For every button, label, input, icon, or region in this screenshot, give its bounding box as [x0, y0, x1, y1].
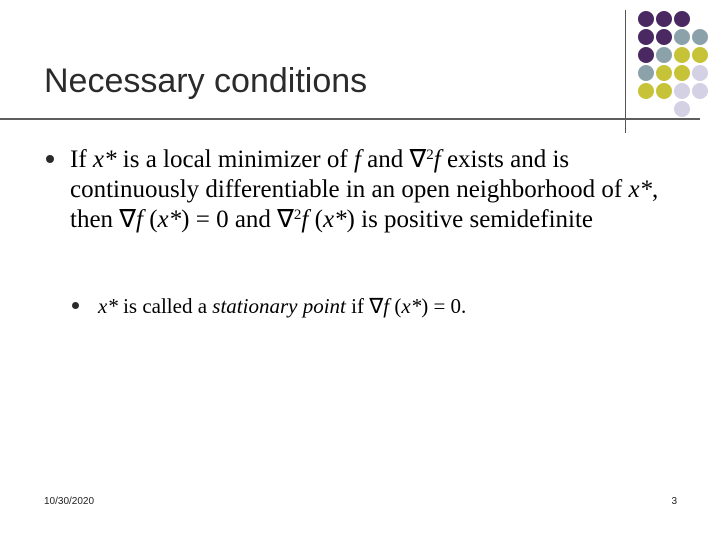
decor-dot: [692, 47, 708, 63]
decor-dot: [674, 29, 690, 45]
decor-dot: [674, 65, 690, 81]
decor-dot: [638, 47, 654, 63]
decor-dot: [692, 83, 708, 99]
decor-dot: [692, 29, 708, 45]
decor-dot: [674, 83, 690, 99]
page-number: 3: [671, 496, 677, 507]
slide-title: Necessary conditions: [44, 62, 368, 100]
decor-dot: [674, 11, 690, 27]
decor-dot: [638, 65, 654, 81]
decor-dot: [656, 65, 672, 81]
title-underline: [0, 118, 700, 120]
footer-date: 10/30/2020: [44, 496, 95, 507]
decor-dot: [656, 47, 672, 63]
decor-dot: [638, 29, 654, 45]
vertical-rule: [625, 10, 626, 133]
decor-dot: [674, 101, 690, 117]
decor-dot: [674, 47, 690, 63]
decor-dot: [638, 11, 654, 27]
sub-bullet-dot: [72, 302, 79, 309]
decor-dot: [638, 83, 654, 99]
bullet-text-main: If x* is a local minimizer of f and ∇$^2$f exists and is continuously differentiable in an open neighborhood of x*, then ∇f (x*) = 0 and ∇$^2$f (x*) is positive semidefinite: [70, 146, 659, 233]
sub-bullet-text: x* is called a stationary point if ∇f (x*) = 0.: [98, 294, 467, 318]
decor-dot: [656, 29, 672, 45]
decor-dot: [656, 11, 672, 27]
decor-dot: [692, 65, 708, 81]
bullet-dot: [46, 155, 54, 163]
decor-dot: [656, 83, 672, 99]
